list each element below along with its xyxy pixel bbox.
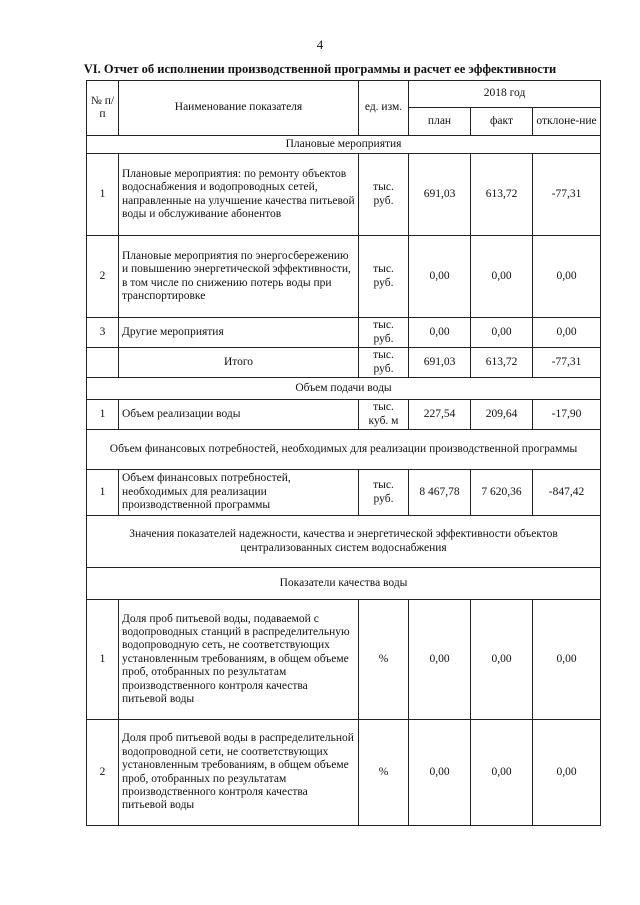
row-deviation: -77,31: [533, 154, 601, 236]
row-num: 2: [87, 720, 119, 826]
header-fact: факт: [471, 108, 533, 136]
row-name: Доля проб питьевой воды в распределительной водопроводной сети, не соответствующих установленным требованиям, в общем объеме проб, отобранных по результатам производственного контроля качества питьевой воды: [119, 720, 359, 826]
row-unit: тыс. руб.: [359, 470, 409, 516]
row-unit: %: [359, 600, 409, 720]
section-finance: Объем финансовых потребностей, необходимых для реализации производственной программы: [87, 430, 601, 470]
table-row: [87, 236, 601, 318]
row-unit: тыс. руб.: [359, 318, 409, 348]
row-fact: 209,64: [471, 400, 533, 430]
section-heading: VI. Отчет об исполнении производственной программы и расчет ее эффективности: [83, 62, 557, 76]
row-deviation: -77,31: [533, 348, 601, 378]
section-row: [87, 136, 601, 154]
row-name: Объем реализации воды: [119, 400, 359, 430]
row-name: Плановые мероприятия по энергосбережению и повышению энергетической эффективности, в том числе по снижению потерь воды при транспортировке: [119, 236, 359, 318]
row-plan: 691,03: [409, 154, 471, 236]
row-plan: 8 467,78: [409, 470, 471, 516]
row-deviation: 0,00: [533, 318, 601, 348]
row-fact: 0,00: [471, 720, 533, 826]
table-row: [87, 720, 601, 826]
header-unit: ед. изм.: [359, 81, 409, 136]
row-num: 1: [87, 400, 119, 430]
section-planned: Плановые мероприятия: [87, 136, 601, 154]
section-row: [87, 378, 601, 400]
header-row: [87, 81, 601, 108]
table-row: [87, 400, 601, 430]
row-unit: тыс. руб.: [359, 348, 409, 378]
row-deviation: 0,00: [533, 236, 601, 318]
header-num: № п/п: [87, 81, 119, 136]
report-table: [86, 80, 601, 826]
section-row: [87, 568, 601, 600]
header-year: 2018 год: [409, 81, 601, 108]
section-reliability: Значения показателей надежности, качества и энергетической эффективности объектов централизованных систем водоснабжения: [87, 516, 601, 568]
section-quality: Показатели качества воды: [87, 568, 601, 600]
total-row: [87, 348, 601, 378]
row-unit: %: [359, 720, 409, 826]
table-row: [87, 318, 601, 348]
table-row: [87, 470, 601, 516]
row-num: 2: [87, 236, 119, 318]
row-unit: тыс. руб.: [359, 236, 409, 318]
header-plan: план: [409, 108, 471, 136]
row-unit: тыс. куб. м: [359, 400, 409, 430]
row-deviation: -847,42: [533, 470, 601, 516]
row-plan: 0,00: [409, 600, 471, 720]
row-name: Доля проб питьевой воды, подаваемой с водопроводных станций в распределительную водопроводную сеть, не соответствующих установленным требованиям, в общем объеме проб, отобранных по результатам производственного контроля качества питьевой воды: [119, 600, 359, 720]
table-row: [87, 600, 601, 720]
row-name: Итого: [119, 348, 359, 378]
row-fact: 613,72: [471, 154, 533, 236]
row-deviation: 0,00: [533, 600, 601, 720]
row-deviation: 0,00: [533, 720, 601, 826]
row-plan: 0,00: [409, 318, 471, 348]
row-num: [87, 348, 119, 378]
row-plan: 227,54: [409, 400, 471, 430]
row-num: 1: [87, 154, 119, 236]
row-unit: тыс. руб.: [359, 154, 409, 236]
row-plan: 0,00: [409, 236, 471, 318]
row-fact: 0,00: [471, 600, 533, 720]
row-fact: 0,00: [471, 318, 533, 348]
row-plan: 691,03: [409, 348, 471, 378]
header-name: Наименование показателя: [119, 81, 359, 136]
row-deviation: -17,90: [533, 400, 601, 430]
row-plan: 0,00: [409, 720, 471, 826]
row-fact: 7 620,36: [471, 470, 533, 516]
row-fact: 0,00: [471, 236, 533, 318]
row-name: Другие мероприятия: [119, 318, 359, 348]
page-number: 4: [316, 37, 324, 52]
row-num: 1: [87, 470, 119, 516]
table-row: [87, 154, 601, 236]
row-fact: 613,72: [471, 348, 533, 378]
row-num: 3: [87, 318, 119, 348]
row-name: Объем финансовых потребностей, необходимых для реализации производственной программы: [119, 470, 359, 516]
header-deviation: отклоне-ние: [533, 108, 601, 136]
section-volume: Объем подачи воды: [87, 378, 601, 400]
row-name: Плановые мероприятия: по ремонту объектов водоснабжения и водопроводных сетей, направленные на улучшение качества питьевой воды и обслуживание абонентов: [119, 154, 359, 236]
section-row: [87, 516, 601, 568]
row-num: 1: [87, 600, 119, 720]
section-row: [87, 430, 601, 470]
